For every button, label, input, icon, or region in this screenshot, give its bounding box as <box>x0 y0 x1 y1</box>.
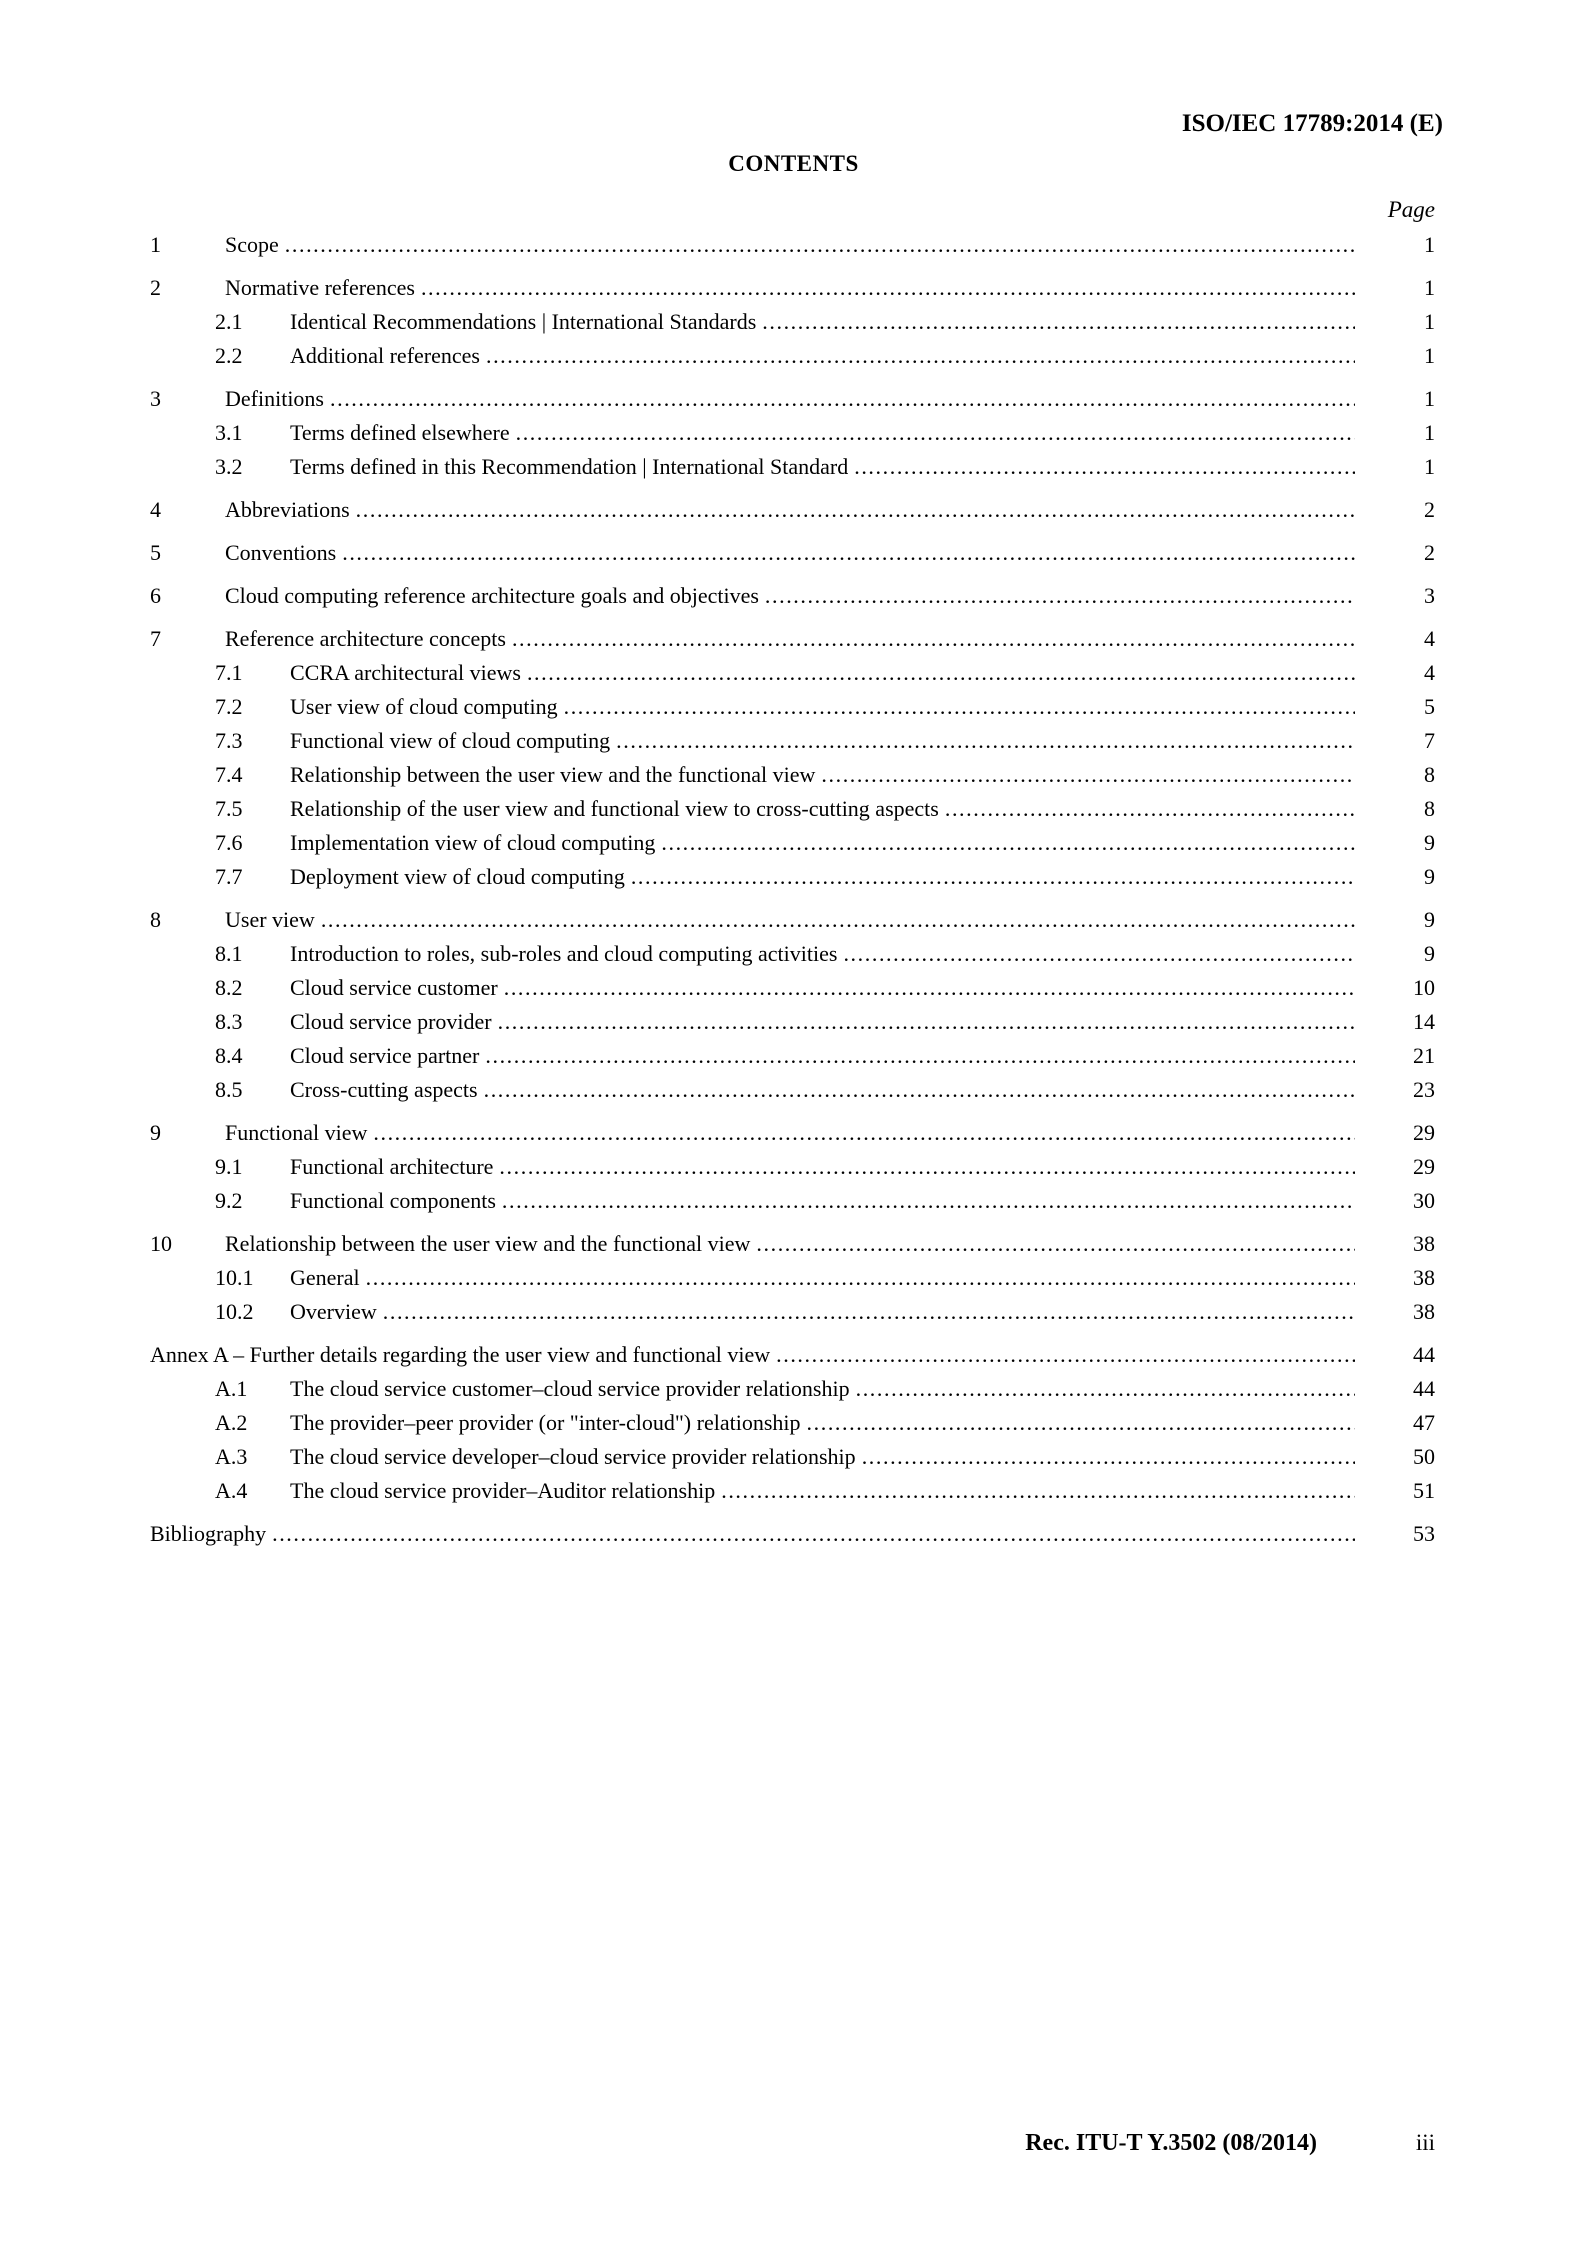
toc-entry-number: 8.4 <box>215 1043 243 1068</box>
toc-entry-number: 8 <box>150 907 161 932</box>
toc-entry-number: 7.6 <box>215 830 243 855</box>
toc-entry-number: 2.2 <box>215 343 243 368</box>
toc-entry-number: 5 <box>150 540 161 565</box>
toc-entry-number: 8.3 <box>215 1009 243 1034</box>
toc-entry-title: User view of cloud computing <box>290 694 558 719</box>
toc-entry-page: 8 <box>1424 762 1435 787</box>
leader-dots <box>721 1478 1355 1504</box>
toc-entry[interactable] <box>150 1120 1435 1154</box>
toc-entry-number: 9 <box>150 1120 161 1145</box>
leader-dots <box>765 583 1355 609</box>
toc-entry-title: User view <box>225 907 315 932</box>
leader-dots <box>502 1188 1355 1214</box>
toc-entry-page: 1 <box>1424 232 1435 257</box>
toc-entry-number: 2 <box>150 275 161 300</box>
page-footer <box>1025 2130 1435 2157</box>
toc-entry-title: Functional view <box>225 1120 368 1145</box>
toc-entry-title: Relationship between the user view and the functional view <box>290 762 816 787</box>
leader-dots <box>762 309 1355 335</box>
toc-entry-title: CCRA architectural views <box>290 660 521 685</box>
toc-entry-number: 7.3 <box>215 728 243 753</box>
toc-entry-page: 2 <box>1424 540 1435 565</box>
toc-entry-title: Functional components <box>290 1188 496 1213</box>
toc-entry[interactable] <box>150 232 1435 266</box>
leader-dots <box>527 660 1355 686</box>
toc-entry-title: Cross-cutting aspects <box>290 1077 478 1102</box>
toc-entry-title: Normative references <box>225 275 415 300</box>
toc-entry-title: Terms defined in this Recommendation | International Standard <box>290 454 849 479</box>
toc-entry-number: 3.1 <box>215 420 243 445</box>
leader-dots <box>843 941 1355 967</box>
toc-entry-number: 7.4 <box>215 762 243 787</box>
toc-entry-title: Definitions <box>225 386 324 411</box>
toc-entry-title: Cloud computing reference architecture goals and objectives <box>225 583 759 608</box>
toc-entry-title: Additional references <box>290 343 480 368</box>
toc-entry-number: 7.1 <box>215 660 243 685</box>
toc-entry-page: 9 <box>1424 864 1435 889</box>
toc-entry-number: A.1 <box>215 1376 248 1401</box>
leader-dots <box>862 1444 1355 1470</box>
toc-entry-title: Relationship of the user view and functional view to cross-cutting aspects <box>290 796 939 821</box>
toc-entry-page: 2 <box>1424 497 1435 522</box>
toc-entry-number: 7.2 <box>215 694 243 719</box>
toc-entry-page: 4 <box>1424 660 1435 685</box>
footer-page-number: iii <box>1415 2130 1435 2155</box>
toc-entry[interactable] <box>150 583 1435 617</box>
toc-entry[interactable] <box>150 1410 1435 1444</box>
toc-entry-page: 29 <box>1413 1154 1435 1179</box>
toc-entry-number: A.3 <box>215 1444 248 1469</box>
toc-entry-number: A.4 <box>215 1478 248 1503</box>
toc-entry-number: 4 <box>150 497 161 522</box>
toc-entry-page: 3 <box>1424 583 1435 608</box>
leader-dots <box>383 1299 1355 1325</box>
leader-dots <box>945 796 1355 822</box>
toc-entry-title: Functional view of cloud computing <box>290 728 611 753</box>
leader-dots <box>856 1376 1355 1402</box>
toc-entry-page: 53 <box>1413 1521 1435 1546</box>
toc-entry[interactable] <box>150 540 1435 574</box>
toc-entry[interactable] <box>150 626 1435 660</box>
toc-entry-page: 9 <box>1424 941 1435 966</box>
toc-entry-page: 1 <box>1424 275 1435 300</box>
toc-entry[interactable] <box>150 660 1435 694</box>
toc-entry[interactable] <box>150 1077 1435 1111</box>
toc-entry[interactable] <box>150 728 1435 762</box>
toc-entry-page: 9 <box>1424 830 1435 855</box>
toc-entry-number: A.2 <box>215 1410 248 1435</box>
leader-dots <box>516 420 1355 446</box>
toc-entry-page: 1 <box>1424 420 1435 445</box>
toc-entry-number: 8.5 <box>215 1077 243 1102</box>
toc-entry-title: Cloud service partner <box>290 1043 480 1068</box>
toc-entry[interactable] <box>150 1342 1435 1376</box>
toc-entry-number: 7.5 <box>215 796 243 821</box>
toc-entry[interactable] <box>150 1299 1435 1333</box>
toc-entry[interactable] <box>150 497 1435 531</box>
leader-dots <box>356 497 1355 523</box>
page-title: CONTENTS <box>728 151 859 176</box>
toc-entry[interactable] <box>150 796 1435 830</box>
toc-entry-title: The cloud service provider–Auditor relationship <box>290 1478 716 1503</box>
toc-entry[interactable] <box>150 343 1435 377</box>
leader-dots <box>484 1077 1355 1103</box>
toc-entry-title: Annex A – Further details regarding the user view and functional view <box>150 1342 771 1367</box>
toc-entry-number: 2.1 <box>215 309 243 334</box>
document-reference: ISO/IEC 17789:2014 (E) <box>1181 110 1443 137</box>
leader-dots <box>512 626 1355 652</box>
toc-entry-number: 7.7 <box>215 864 243 889</box>
leader-dots <box>661 830 1355 856</box>
toc-entry-title: The cloud service customer–cloud service provider relationship <box>290 1376 850 1401</box>
toc-entry-page: 29 <box>1413 1120 1435 1145</box>
toc-entry[interactable] <box>150 454 1435 488</box>
toc-entry[interactable] <box>150 975 1435 1009</box>
toc-entry-title: Implementation view of cloud computing <box>290 830 656 855</box>
toc-entry[interactable] <box>150 1009 1435 1043</box>
toc-entry[interactable] <box>150 1154 1435 1188</box>
toc-entry-number: 10.1 <box>215 1265 254 1290</box>
toc-entry[interactable] <box>150 1478 1435 1512</box>
toc-entry[interactable] <box>150 694 1435 728</box>
toc-entry-number: 3 <box>150 386 161 411</box>
toc-entry-title: Terms defined elsewhere <box>290 420 510 445</box>
toc-entry-title: Bibliography <box>150 1521 267 1546</box>
leader-dots <box>366 1265 1355 1291</box>
toc-entry[interactable] <box>150 420 1435 454</box>
toc-entry-title: Reference architecture concepts <box>225 626 506 651</box>
toc-entry-number: 7 <box>150 626 161 651</box>
toc-entry[interactable] <box>150 1265 1435 1299</box>
leader-dots <box>499 1154 1355 1180</box>
toc-entry[interactable] <box>150 1376 1435 1410</box>
toc-entry-number: 8.2 <box>215 975 243 1000</box>
toc-entry-number: 1 <box>150 232 161 257</box>
toc-entry-title: Deployment view of cloud computing <box>290 864 625 889</box>
toc-entry-title: General <box>290 1265 360 1290</box>
toc-entry-number: 6 <box>150 583 161 608</box>
toc-entry[interactable] <box>150 907 1435 941</box>
toc-entry[interactable] <box>150 941 1435 975</box>
toc-entry-page: 38 <box>1413 1299 1435 1324</box>
toc-entry-page: 38 <box>1413 1265 1435 1290</box>
toc-entry-page: 51 <box>1413 1478 1435 1503</box>
leader-dots <box>564 694 1355 720</box>
toc-entry-number: 3.2 <box>215 454 243 479</box>
toc-entry-title: Abbreviations <box>225 497 350 522</box>
toc-entry-title: Conventions <box>225 540 337 565</box>
leader-dots <box>504 975 1355 1001</box>
leader-dots <box>821 762 1355 788</box>
toc-entry-page: 47 <box>1413 1410 1435 1435</box>
toc-entry-page: 1 <box>1424 343 1435 368</box>
toc-entry-number: 8.1 <box>215 941 243 966</box>
toc-entry[interactable] <box>150 1444 1435 1478</box>
toc-entry-page: 44 <box>1413 1342 1435 1367</box>
toc-entry-title: Cloud service customer <box>290 975 498 1000</box>
leader-dots <box>854 454 1355 480</box>
toc-entry-title: Overview <box>290 1299 377 1324</box>
toc-entry-title: Functional architecture <box>290 1154 494 1179</box>
toc-entry-page: 1 <box>1424 386 1435 411</box>
toc-entry-number: 10 <box>150 1231 172 1256</box>
leader-dots <box>631 864 1355 890</box>
toc-entry-title: The cloud service developer–cloud service provider relationship <box>290 1444 856 1469</box>
toc-entry-page: 5 <box>1424 694 1435 719</box>
toc-entry-number: 9.1 <box>215 1154 243 1179</box>
page-column-label: Page <box>1387 197 1435 222</box>
toc-entry-number: 10.2 <box>215 1299 254 1324</box>
toc-entry-title: Scope <box>225 232 279 257</box>
toc-entry-title: Relationship between the user view and the functional view <box>225 1231 751 1256</box>
leader-dots <box>485 1043 1355 1069</box>
toc-entry[interactable] <box>150 275 1435 309</box>
toc-entry-page: 30 <box>1413 1188 1435 1213</box>
toc-entry-page: 7 <box>1424 728 1435 753</box>
toc-entry-page: 50 <box>1413 1444 1435 1469</box>
toc-entry[interactable] <box>150 1521 1435 1555</box>
footer-recommendation-ref: Rec. ITU-T Y.3502 (08/2014) <box>1025 2130 1317 2156</box>
toc-entry[interactable] <box>150 864 1435 898</box>
toc-entry[interactable] <box>150 386 1435 420</box>
leader-dots <box>342 540 1355 566</box>
toc-entry-page: 23 <box>1413 1077 1435 1102</box>
leader-dots <box>498 1009 1355 1035</box>
leader-dots <box>285 232 1355 258</box>
toc-entry-page: 8 <box>1424 796 1435 821</box>
toc-entry-title: Identical Recommendations | International Standards <box>290 309 757 334</box>
toc-entry-page: 9 <box>1424 907 1435 932</box>
toc-entry-page: 10 <box>1413 975 1435 1000</box>
leader-dots <box>373 1120 1355 1146</box>
toc-entry-page: 44 <box>1413 1376 1435 1401</box>
toc-entry[interactable] <box>150 830 1435 864</box>
toc-entry[interactable] <box>150 309 1435 343</box>
leader-dots <box>756 1231 1355 1257</box>
toc-entry-title: Introduction to roles, sub-roles and cloud computing activities <box>290 941 838 966</box>
toc-entry-page: 14 <box>1413 1009 1435 1034</box>
toc-entry[interactable] <box>150 1188 1435 1222</box>
toc-entry-page: 4 <box>1424 626 1435 651</box>
toc-entry[interactable] <box>150 1043 1435 1077</box>
leader-dots <box>321 907 1355 933</box>
table-of-contents <box>150 232 1435 1555</box>
leader-dots <box>421 275 1355 301</box>
toc-entry-title: Cloud service provider <box>290 1009 492 1034</box>
toc-entry[interactable] <box>150 762 1435 796</box>
toc-entry-page: 21 <box>1413 1043 1435 1068</box>
toc-entry-page: 38 <box>1413 1231 1435 1256</box>
leader-dots <box>807 1410 1355 1436</box>
toc-entry-title: The provider–peer provider (or "inter-cloud") relationship <box>290 1410 801 1435</box>
leader-dots <box>616 728 1355 754</box>
leader-dots <box>330 386 1355 412</box>
toc-entry[interactable] <box>150 1231 1435 1265</box>
toc-entry-number: 9.2 <box>215 1188 243 1213</box>
leader-dots <box>272 1521 1355 1547</box>
toc-entry-page: 1 <box>1424 309 1435 334</box>
toc-entry-page: 1 <box>1424 454 1435 479</box>
leader-dots <box>776 1342 1355 1368</box>
leader-dots <box>486 343 1355 369</box>
